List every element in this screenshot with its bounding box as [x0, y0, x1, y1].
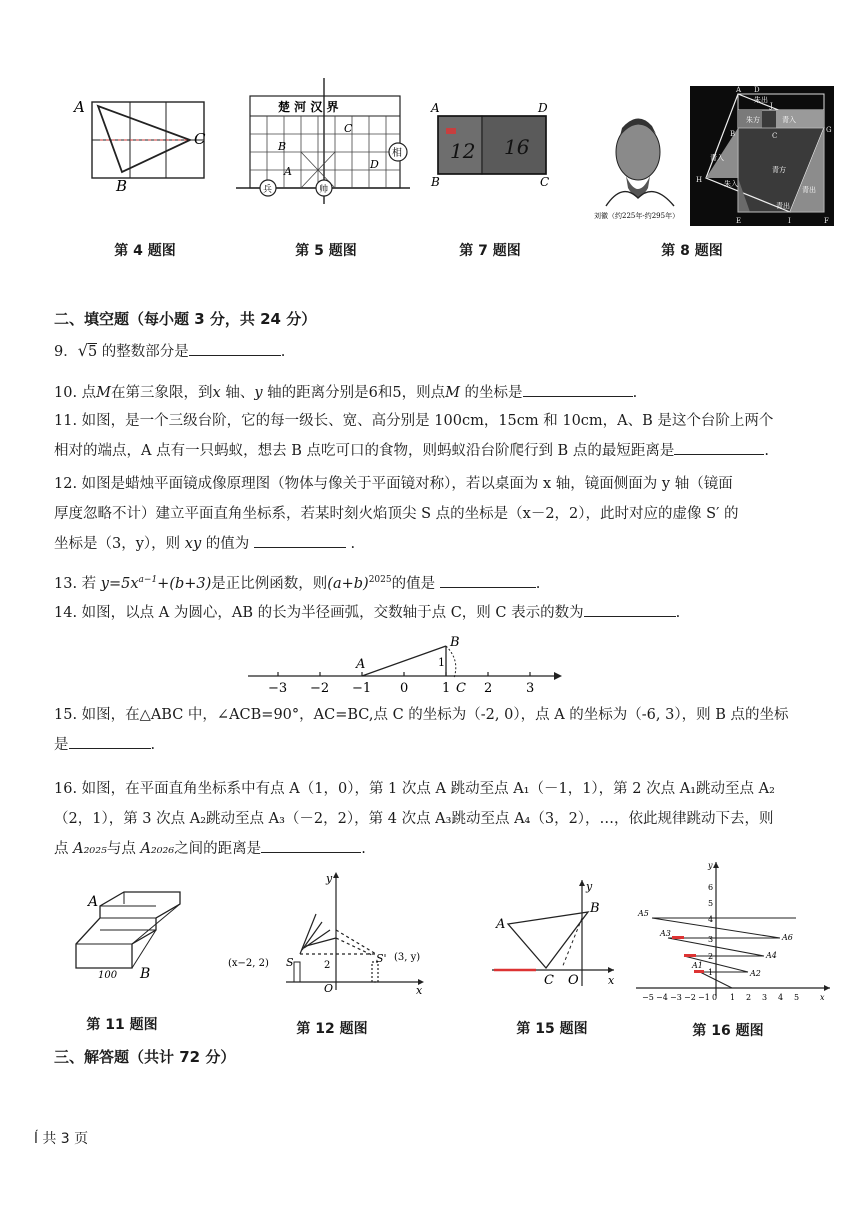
f16-ytick-4: 4	[708, 915, 714, 924]
f16-label-y: y	[708, 861, 713, 870]
f16-xtick-1: 1	[730, 993, 736, 1002]
f5-river: 楚 河 汉 界	[278, 100, 339, 114]
f7-label-c: C	[540, 175, 550, 189]
f16-ytick-2: 2	[708, 952, 714, 961]
figure-12	[226, 870, 436, 994]
f12-s-prime: S'	[376, 952, 387, 965]
f4-caption: 第 4 题图	[114, 243, 176, 259]
f5-piece-bing: 兵	[263, 185, 273, 195]
f16-label-a2: A2	[750, 969, 761, 978]
q13-answer-blank[interactable]	[440, 573, 536, 588]
f16-xtick-m2: −2	[684, 993, 696, 1002]
q15-answer-blank[interactable]	[69, 734, 151, 749]
f16-label-a5: A5	[638, 909, 649, 918]
f7-left-num: 12	[450, 139, 476, 163]
f5-label-a: A	[284, 165, 292, 178]
f11-caption: 第 11 题图	[86, 1017, 158, 1033]
f5-label-b: B	[278, 140, 287, 153]
f8-portrait-note: 刘徽（约225年-约295年）	[594, 212, 680, 220]
figure-5	[232, 76, 412, 206]
nl-tick-m2: −2	[310, 681, 330, 696]
f16-xtick-m3: −3	[670, 993, 682, 1002]
q16-answer-blank[interactable]	[261, 838, 361, 853]
f5-piece-xiang: 相	[392, 148, 402, 159]
f12-y: y	[326, 872, 333, 885]
f7-right-num: 16	[504, 135, 530, 159]
f7-label-a: A	[431, 101, 440, 115]
question-9: 9．√5 的整数部分是 .	[54, 341, 286, 360]
f11-label-b: B	[140, 966, 151, 980]
section-3-title: 三、解答题（共计 72 分）	[54, 1048, 236, 1066]
f4-label-c: C	[194, 130, 206, 148]
f16-caption: 第 16 题图	[692, 1023, 764, 1039]
f15-label-o: O	[568, 973, 579, 988]
f12-s-coord: (x−2, 2)	[228, 958, 269, 969]
f8-label-c: C	[772, 132, 778, 140]
f16-label-a3: A3	[660, 929, 671, 938]
f16-xtick-m1: −1	[698, 993, 710, 1002]
figure-11	[70, 884, 200, 980]
f12-s: S	[286, 956, 294, 969]
question-12: 12. 如图是蜡烛平面镜成像原理图（物体与像关于平面镜对称），若以桌面为 x 轴，镜面侧面为 y 轴（镜面 厚度忽略不计）建立平面直角坐标系，若某时刻火焰顶尖 S 点的坐标是（x－2，2），此时对应的虚像 S′ 的 坐标是（3，y），则 xy 的值为 .	[54, 476, 739, 552]
figure-16	[634, 858, 834, 1002]
nl-tick-1: 1	[442, 681, 451, 696]
nl-tick-0: 0	[400, 681, 409, 696]
f16-label-a1: A1	[692, 961, 703, 970]
nl-tick-m3: −3	[268, 681, 288, 696]
q14-answer-blank[interactable]	[584, 602, 676, 617]
f5-piece-shuai: 帅	[319, 185, 329, 195]
f5-label-d: D	[370, 158, 379, 171]
q11-answer-blank[interactable]	[674, 440, 764, 455]
f12-o: O	[324, 982, 334, 994]
f8-label-e: E	[736, 217, 742, 225]
nl-label-b: B	[450, 635, 460, 650]
question-10: 10. 点M在第三象限，到x 轴、y 轴的距离分别是6和5，则点M 的坐标是 .	[54, 378, 814, 408]
question-11: 11. 如图，是一个三级台阶，它的每一级长、宽、高分别是 100cm，15cm 和 10cm，A、B 是这个台阶上两个 相对的端点，A 点有一只蚂蚁，想去 B 点吃可口的食物，则蚂蚁沿台阶爬行到 B 点的最短距离是 .	[54, 413, 774, 459]
f7-label-b: B	[431, 175, 440, 189]
f15-label-b: B	[590, 901, 600, 916]
f11-dim: 100	[98, 970, 118, 980]
q12-answer-blank[interactable]	[254, 533, 346, 548]
f8-label-j: J	[770, 102, 773, 110]
f4-label-a: A	[74, 98, 85, 116]
f8-label-a: A	[736, 86, 742, 94]
f8-label-b: B	[730, 130, 736, 138]
question-16: 16. 如图，在平面直角坐标系中有点 A（1，0），第 1 次点 A 跳动至点 A₁（－1，1），第 2 次点 A₁跳动至点 A₂ （2，1），第 3 次点 A₂跳动至点 A₃（－2，2），第 4 次点 A₃跳动至点 A₄（3，2），…，依此规律跳动下去，则 点 A₂₀₂₅与点 A₂₀₂₆之间的距离是 .	[54, 781, 775, 857]
figure-15	[490, 878, 620, 990]
f7-label-d: D	[538, 101, 548, 115]
nl-label-one: 1	[438, 656, 445, 669]
f8-label-h: H	[696, 176, 703, 184]
section-2-title: 二、填空题（每小题 3 分，共 24 分）	[54, 310, 317, 328]
nl-tick-3: 3	[526, 681, 535, 696]
f16-ytick-6: 6	[708, 883, 714, 892]
f8-region-8: 青出	[776, 202, 790, 210]
f16-xtick-m5: −5	[642, 993, 654, 1002]
f16-ytick-3: 3	[708, 935, 714, 944]
nl-label-c: C	[456, 681, 466, 696]
f8-region-6: 朱入	[724, 180, 738, 188]
f8-label-i: I	[788, 217, 791, 225]
f11-label-a: A	[88, 894, 99, 910]
f16-xtick-0: 0	[712, 993, 718, 1002]
f12-s2-coord: (3, y)	[394, 952, 421, 963]
nl-label-a: A	[356, 657, 366, 672]
f16-xtick-5: 5	[794, 993, 800, 1002]
f12-two: 2	[324, 960, 331, 971]
f16-xtick-3: 3	[762, 993, 768, 1002]
f15-label-c: C	[544, 973, 554, 988]
f4-label-b: B	[116, 177, 128, 195]
f8-region-5: 青方	[772, 166, 786, 174]
f8-label-d: D	[754, 86, 760, 94]
f8-caption: 第 8 题图	[661, 243, 723, 259]
f16-xtick-m4: −4	[656, 993, 668, 1002]
f5-caption: 第 5 题图	[295, 243, 357, 259]
question-14: 14. 如图，以点 A 为圆心，AB 的长为半径画弧，交数轴于点 C，则 C 表示的数为 .	[54, 598, 814, 628]
f8-region-2: 朱方	[746, 116, 760, 124]
f16-xtick-4: 4	[778, 993, 784, 1002]
f15-label-x: x	[608, 974, 615, 987]
nl-tick-2: 2	[484, 681, 493, 696]
f8-region-1: 朱出	[754, 96, 768, 104]
f16-xtick-2: 2	[746, 993, 752, 1002]
figure-8-diagram	[690, 86, 834, 226]
f15-label-y: y	[586, 880, 593, 893]
question-13: 13. 若 $y=5x^{a-1}+(b+3)$是正比例函数，则$(a+b)^{2025}$的值是 .	[54, 565, 814, 599]
q9-answer-blank[interactable]	[189, 341, 281, 356]
f16-ytick-5: 5	[708, 899, 714, 908]
q14-number-line	[248, 634, 564, 696]
f16-ytick-1: 1	[708, 968, 714, 977]
f8-region-7: 青出	[802, 186, 816, 194]
figure-8-portrait	[592, 106, 688, 222]
nl-tick-m1: −1	[352, 681, 372, 696]
f12-x: x	[416, 984, 423, 994]
figure-7	[428, 100, 558, 192]
f7-caption: 第 7 题图	[459, 243, 521, 259]
f8-region-3: 青入	[782, 116, 796, 124]
figure-4	[70, 92, 220, 202]
page-footer: ĺ 共 3 页	[34, 1131, 89, 1147]
q10-answer-blank[interactable]	[523, 382, 633, 397]
f12-caption: 第 12 题图	[296, 1021, 368, 1037]
f16-label-a6: A6	[782, 933, 793, 942]
f16-label-x: x	[820, 993, 825, 1002]
f16-label-a4: A4	[766, 951, 777, 960]
f8-label-g: G	[826, 126, 832, 134]
f8-region-4: 青入	[710, 154, 724, 162]
f15-label-a: A	[496, 917, 506, 932]
question-15: 15. 如图，在△ABC 中，∠ACB=90°，AC=BC,点 C 的坐标为（-2, 0），点 A 的坐标为（-6, 3），则 B 点的坐标 是 .	[54, 707, 789, 753]
f5-label-c: C	[344, 122, 353, 135]
f8-label-f: F	[824, 217, 829, 225]
f15-caption: 第 15 题图	[516, 1021, 588, 1037]
